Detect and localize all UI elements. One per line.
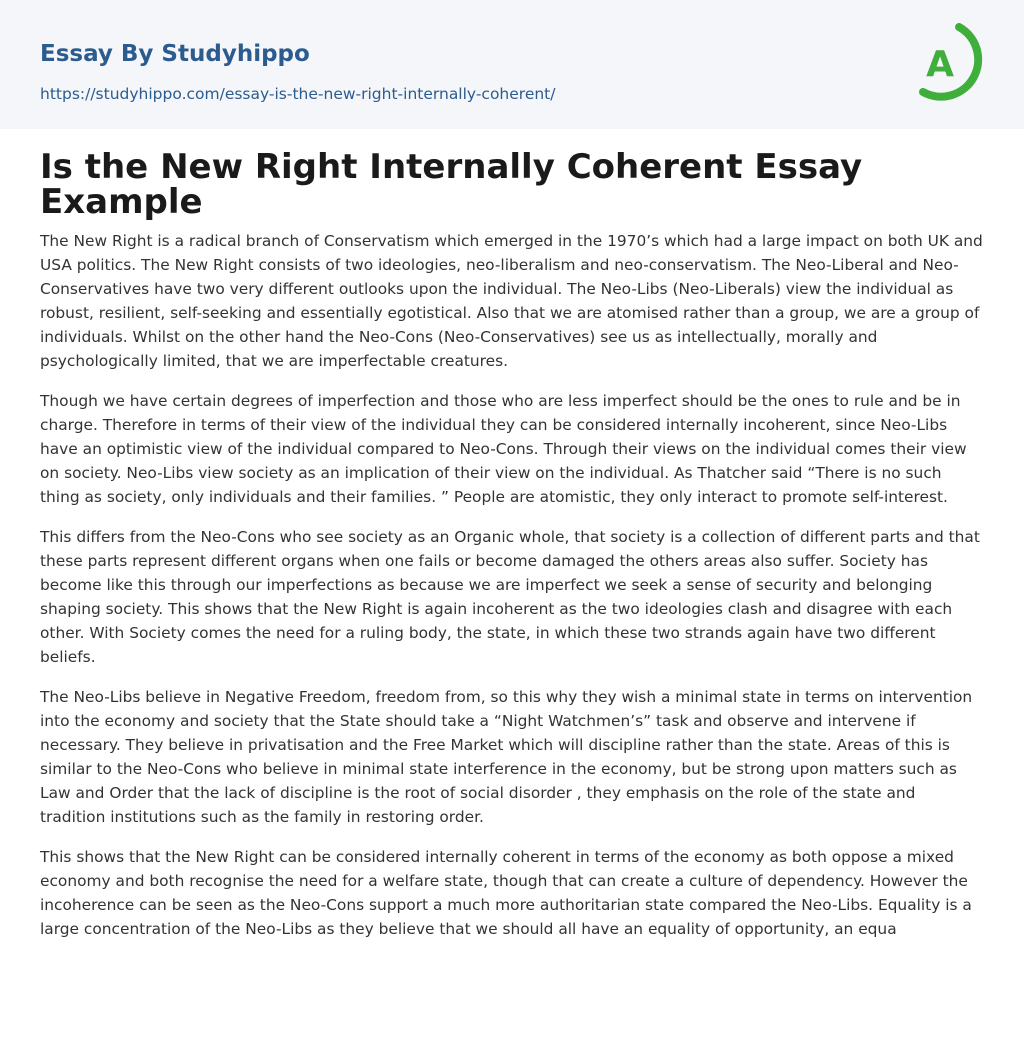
page-title: Is the New Right Internally Coherent Essay Example	[40, 147, 863, 222]
essay-paragraph: This differs from the Neo-Cons who see society as an Organic whole, that society is a collection of different parts and that these parts represent different organs when one fails or become damaged the others areas also suffer. Society has become like this through our imperfections as because we are imperfect we seek a sense of security and belonging shaping society. This shows that the New Right is again incoherent as the two ideologies clash and disagree with each other. With Society comes the need for a ruling body, the state, in which these two strands again have two different beliefs.	[40, 528, 980, 666]
essay-paragraph: The Neo-Libs believe in Negative Freedom, freedom from, so this why they wish a minimal state in terms on intervention into the economy and society that the State should take a “Night Watchmen’s” task and observe and intervene if necessary. They believe in privatisation and the Free Market which will discipline rather than the state. Areas of this is similar to the Neo-Cons who believe in minimal state interference in the economy, but be strong upon matters such as Law and Order that the lack of discipline is the root of social disorder , they emphasis on the role of the state and tradition institutions such as the family in restoring order.	[40, 688, 973, 826]
essay-paragraph: This shows that the New Right can be considered internally coherent in terms of the economy as both oppose a mixed economy and both recognise the need for a welfare state, though that can create a culture of dependency. However the incoherence can be seen as the Neo-Cons support a much more authoritarian state compared the Neo-Libs. Equality is a large concentration of the Neo-Libs as they believe that we should all have an equality of opportunity, an equa	[40, 848, 972, 938]
logo-letter: A	[926, 44, 954, 85]
studyhippo-logo-icon[interactable]	[914, 20, 986, 106]
source-url-link[interactable]: https://studyhippo.com/essay-is-the-new-right-internally-coherent/	[40, 85, 556, 103]
essay-paragraph: The New Right is a radical branch of Conservatism which emerged in the 1970’s which had a large impact on both UK and USA politics. The New Right consists of two ideologies, neo-liberalism and neo-conservatism. The Neo-Liberal and Neo-Conservatives have two very different outlooks upon the individual. The Neo-Libs (Neo-Liberals) view the individual as robust, resilient, self-seeking and essentially egotistical. Also that we are atomised rather than a group, we are a group of individuals. Whilst on the other hand the Neo-Cons (Neo-Conservatives) see us as intellectually, morally and psychologically limited, that we are imperfectable creatures.	[40, 232, 983, 370]
site-header	[0, 0, 1024, 129]
essay-paragraph: Though we have certain degrees of imperfection and those who are less imperfect should be the ones to rule and be in charge. Therefore in terms of their view of the individual they can be considered internally incoherent, since Neo-Libs have an optimistic view of the individual compared to Neo-Cons. Through their views on the individual comes their view on society. Neo-Libs view society as an implication of their view on the individual. As Thatcher said “There is no such thing as society, only individuals and their families. ” People are atomistic, they only interact to promote self-interest.	[40, 392, 967, 506]
brand-title[interactable]: Essay By Studyhippo	[40, 41, 310, 67]
essay-body	[40, 229, 984, 957]
